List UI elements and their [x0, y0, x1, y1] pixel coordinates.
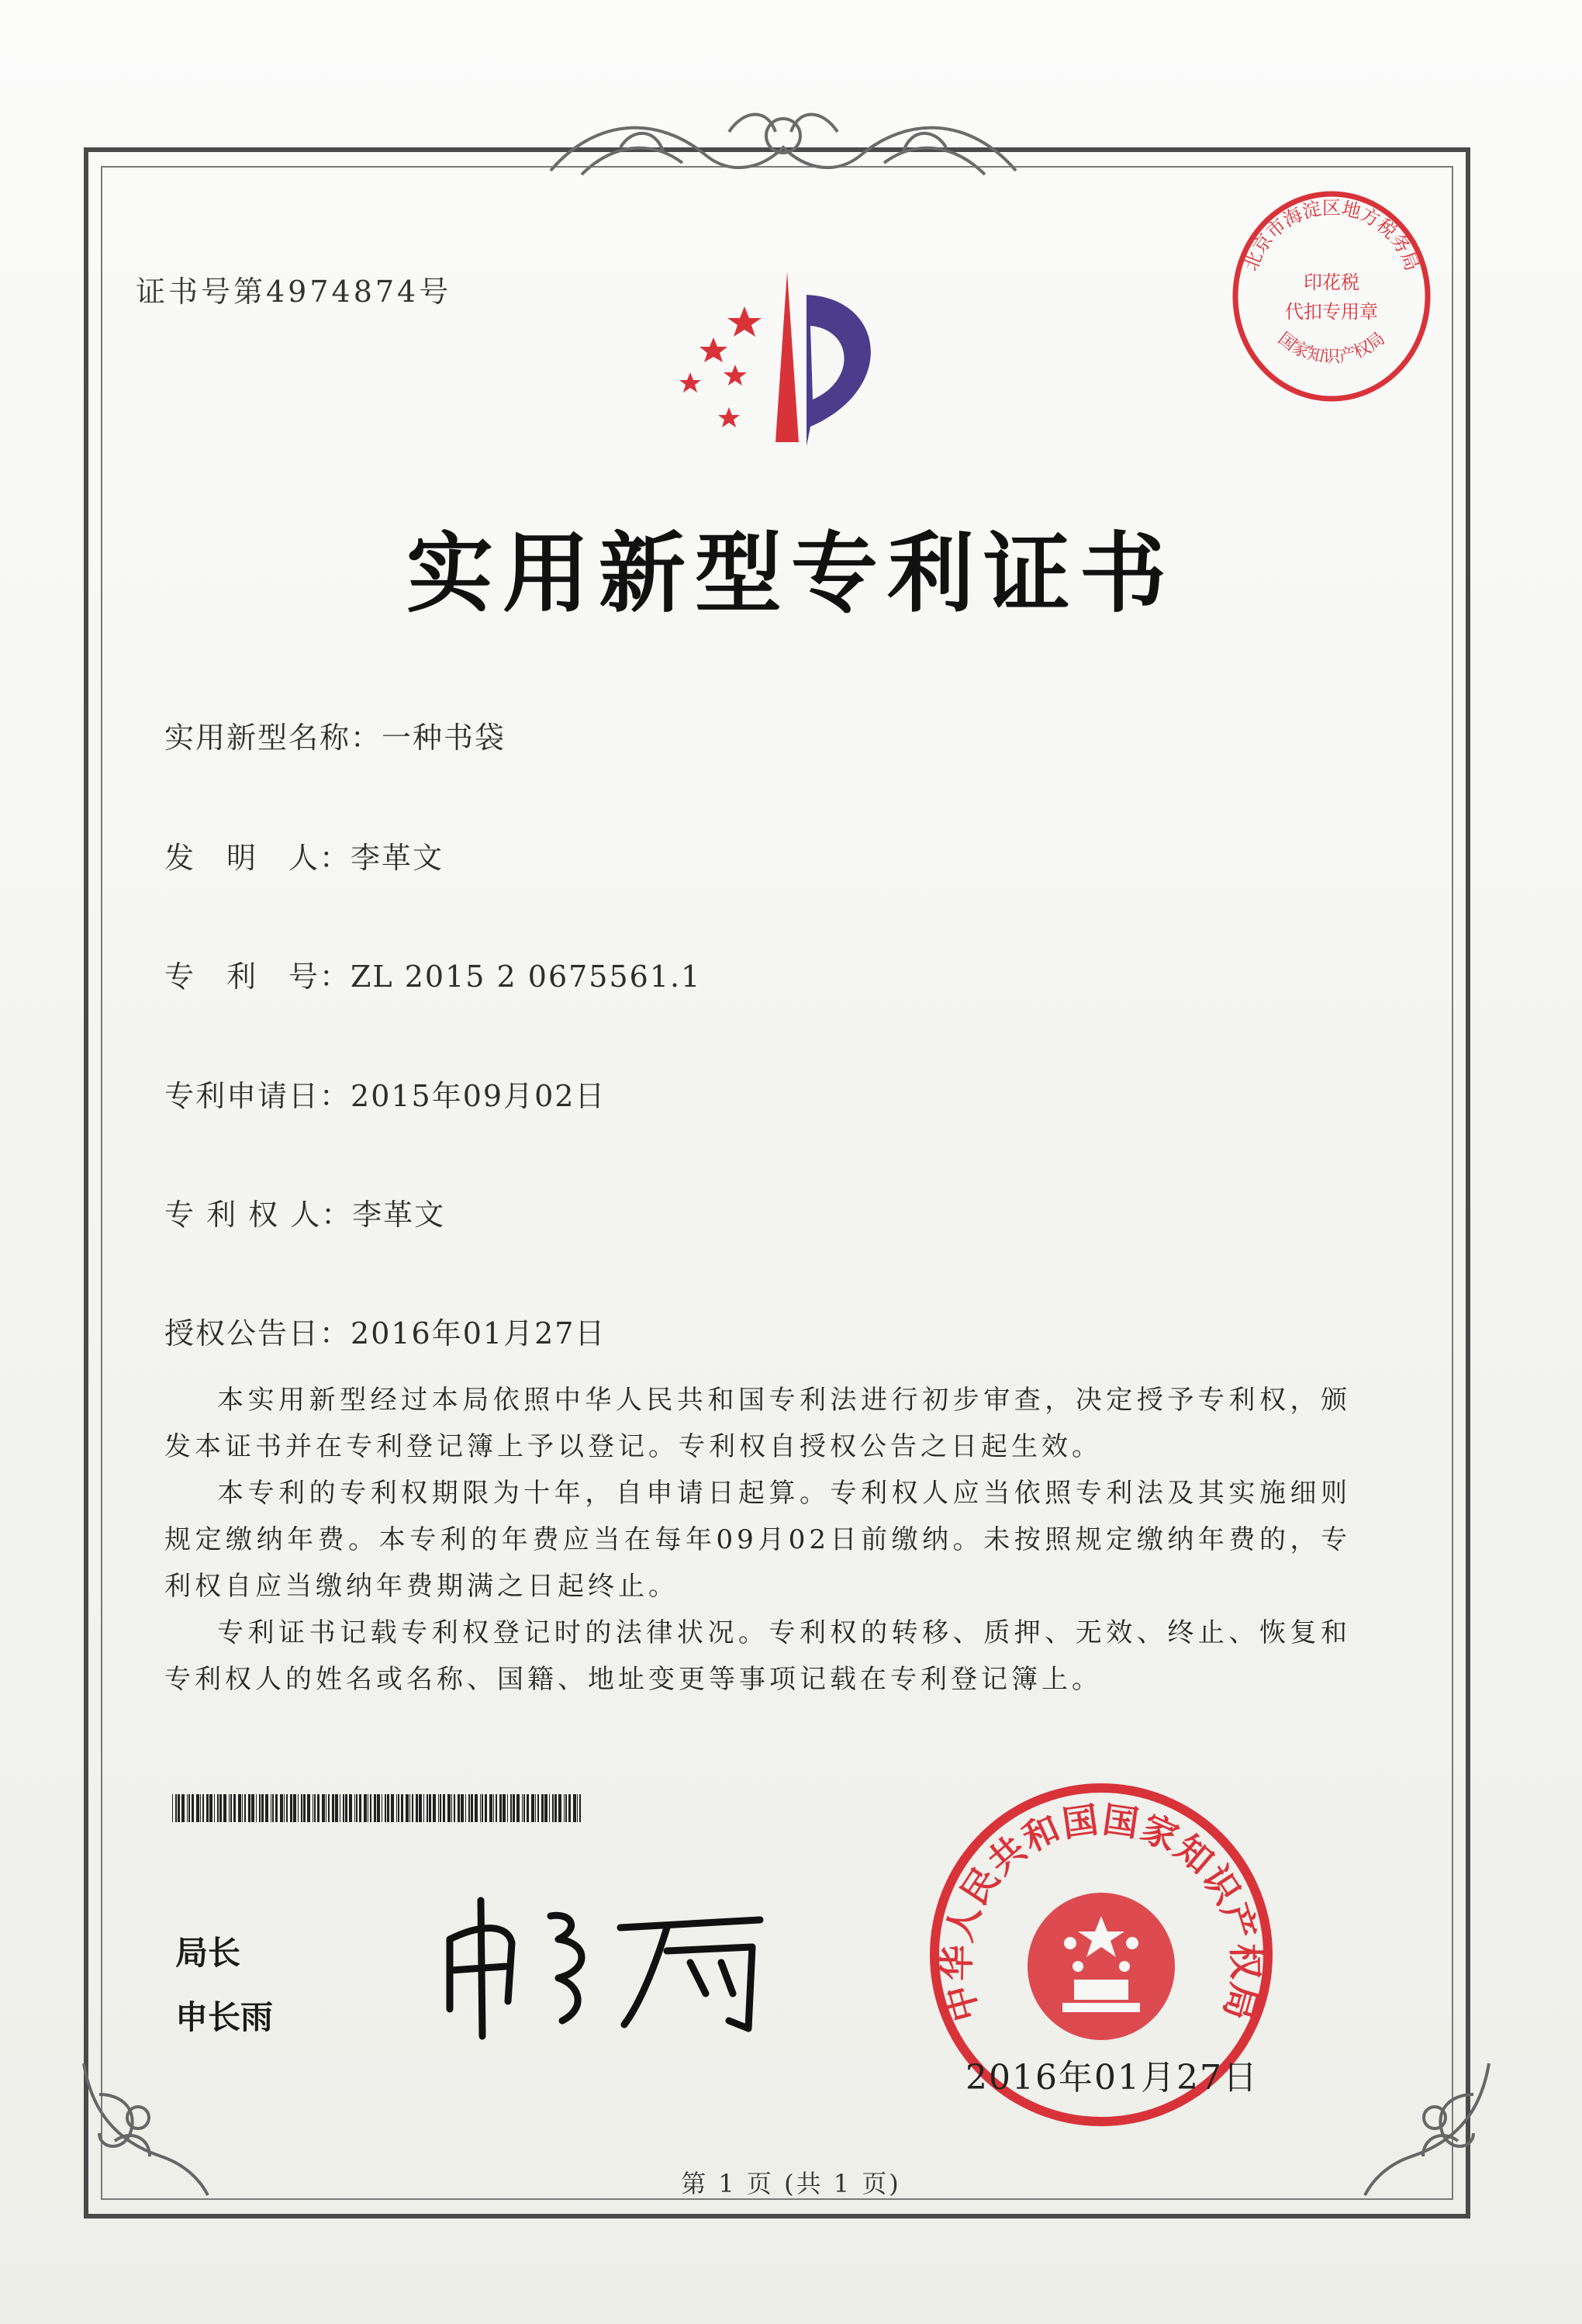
director-title: 局长 — [175, 1934, 241, 1972]
top-ornament-icon — [535, 101, 1031, 194]
patent-emblem-icon — [651, 264, 907, 465]
handwritten-signature-icon — [434, 1885, 775, 2040]
stamp-inner-text: 印花税 — [1304, 271, 1359, 293]
certificate-number: 证书号第4974874号 — [136, 275, 452, 309]
body-paragraph: 专利证书记载专利权登记时的法律状况。专利权的转移、质押、无效、终止、恢复和专利权人的姓名或名称、国籍、地址变更等事项记载在专利登记簿上。 — [164, 1617, 1351, 1695]
field-application-date: 专利申请日：2015年09月02日 — [164, 1079, 606, 1113]
seal-text: 中华人民共和国国家知识产权局 — [935, 1798, 1267, 2026]
seal-date: 2016年01月27日 — [965, 2058, 1259, 2097]
field-patent-number: 专 利 号：ZL 2015 2 0675561.1 — [164, 960, 702, 994]
barcode-icon — [172, 1794, 583, 1822]
stamp-inner-text: 代扣专用章 — [1285, 301, 1378, 323]
field-grant-date: 授权公告日：2016年01月27日 — [164, 1316, 606, 1350]
stamp-outer-text: 国家知识产权局 — [1274, 329, 1389, 367]
svg-text:北京市海淀区地方税务局 — [1240, 197, 1423, 274]
svg-text:国家知识产权局 — [1274, 329, 1389, 367]
stamp-text: 北京市海淀区地方税务局 — [1239, 196, 1424, 274]
director-name: 申长雨 — [175, 1998, 274, 2036]
certificate-title: 实用新型专利证书 — [406, 524, 1176, 624]
page-number: 第 1 页 (共 1 页) — [681, 2169, 901, 2198]
body-paragraph: 本实用新型经过本局依照中华人民共和国专利法进行初步审查，决定授予专利权，颁发本证书并在专利登记簿上予以登记。专利权自授权公告之日起生效。 — [164, 1385, 1351, 1462]
field-patentee: 专 利 权 人：李革文 — [164, 1198, 446, 1232]
field-inventor: 发 明 人：李革文 — [164, 841, 444, 875]
body-paragraph: 本专利的专利权期限为十年，自申请日起算。专利权人应当依照专利法及其实施细则规定缴纳年费。本专利的年费应当在每年09月02日前缴纳。未按照规定缴纳年费的，专利权自应当缴纳年费期满之日起终止。 — [164, 1478, 1351, 1602]
field-utility-name: 实用新型名称：一种书袋 — [164, 721, 506, 755]
tax-stamp-icon — [1227, 180, 1436, 405]
certificate-body — [164, 1377, 1351, 1703]
